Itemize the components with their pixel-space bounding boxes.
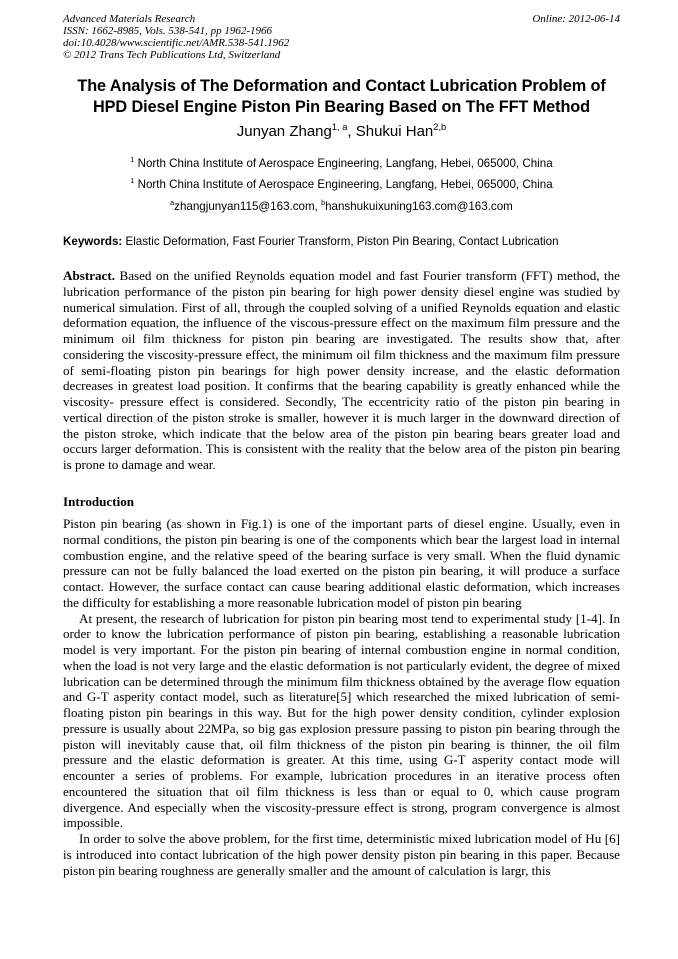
intro-paragraph-2: At present, the research of lubrication for piston pin bearing most tend to experimental study [1-4]. In order to know the lubrication performance of piston pin bearing, establishing a reasonable lubrication model is very important. For the piston pin bearing of internal combustion engine in normal condition, when the load is not very large and the elastic deformation is not particularly evident, the degree of mixed lubrication can be determined through the minimum film thickness obtained by the average flow equation and G-T asperity contact model, such as literature[5] which researched the mixed lubrication of semi-floating piston pin bearings in this way. But for the high power density condition, cylinder explosion pressure is usually about 22MPa, so big gas explosion pressure passing to piston pin bearing through the piston will inevitably cause that, oil film thickness of the piston pin bearing is thinner, the oil film pressure and the elastic deformation is greater. At this time, using G-T asperity contact mode will encounter a series of problems. For example, lubrication procedures in an iterative process often encountered the situation that oil film thickness is less than or equal to 0, which cause program divergence. And especially when the viscosity-pressure effect is strong, program convergence is almost impossible. [63,610,620,831]
author-2: Shukui Han [355,123,434,140]
title-line-2: HPD Diesel Engine Piston Pin Bearing Based on The FFT Method [93,98,590,116]
paper-title [63,76,620,118]
section-heading-introduction: Introduction [63,494,135,509]
copyright-line: © 2012 Trans Tech Publications Ltd, Switzerland [63,49,281,61]
affiliation-1-sup: 1 [130,155,135,165]
keywords-text: Elastic Deformation, Fast Fourier Transform, Piston Pin Bearing, Contact Lubrication [122,235,559,248]
abstract [63,268,620,473]
affiliation-2 [63,178,620,192]
doi-line[interactable]: doi:10.4028/www.scientific.net/AMR.538-541.1962 [63,37,290,49]
affiliation-2-text: North China Institute of Aerospace Engineering, Langfang, Hebei, 065000, China [134,178,553,191]
email-a-sup: a [170,198,175,208]
intro-paragraph-1: Piston pin bearing (as shown in Fig.1) is one of the important parts of diesel engine. Usually, even in normal conditions, the piston pin bearing is one of the components which bear the largest load in internal combustion engine, and the relative speed of the bearing surface is very small. When the fluid dynamic pressure can not be fully balanced the load exerted on the piston pin bearing, it will produce a surface contact. However, the surface contact can cause bearing additional elastic deformation, which increases the difficulty for establishing a more reasonable lubrication model of piston pin bearing [63,516,620,610]
affiliation-1 [63,157,620,171]
issn-line: ISSN: 1662-8985, Vols. 538-541, pp 1962-1966 [63,25,272,37]
journal-name: Advanced Materials Research [63,13,196,25]
journal-info [63,13,289,61]
affiliation-2-sup: 1 [130,176,135,186]
email-b[interactable]: hanshukuixuning163.com@163.com [325,200,513,213]
affiliation-1-text: North China Institute of Aerospace Engineering, Langfang, Hebei, 065000, China [134,157,553,170]
author-1: Junyan Zhang [236,123,332,140]
author-separator: , [347,123,356,140]
abstract-text: Based on the unified Reynolds equation model and fast Fourier transform (FFT) method, the lubrication performance of the piston pin bearing for high power density diesel engine was studied by numerical simulation. First of all, through the coupled solving of a unified Reynolds equation and elastic deformation equation, the influence of the viscous-pressure effect on the maximum film pressure and the minimum oil film thickness for piston pin bearing are investigated. The results show that, after considering the viscosity-pressure effect, the minimum oil film thickness and the maximum film pressure of semi-floating piston pin bearings for high power density increase, and the elastic deformation decreases in greatest load position. It confirms that the bearing capability is greatly enhanced while the viscosity- pressure effect is considered. Secondly, The eccentricity ratio of the piston pin bearing in vertical direction of the piston stroke is smaller, however it is much larger in the downward direction of the piston stroke, which indicate that the below area of the piston pin bearing bears greater load and occurs larger deformation. This is consistent with the reality that the below area of the piston pin bearing is prone to damage and wear. [63,268,620,472]
keywords [63,235,623,249]
email-a[interactable]: zhangjunyan115@163.com, [174,200,322,213]
author-emails [63,200,620,214]
introduction-body [63,516,620,878]
abstract-label: Abstract. [63,268,115,283]
title-line-1: The Analysis of The Deformation and Contact Lubrication Problem of [77,77,606,95]
intro-paragraph-3: In order to solve the above problem, for the first time, deterministic mixed lubrication model of Hu [6] is introduced into contact lubrication of the high power density piston pin bearing in this paper. Because piston pin bearing roughness are generally smaller and the amount of calculation is largr, this [63,831,620,878]
author-1-sup: 1, a [331,122,348,132]
online-date: Online: 2012-06-14 [532,13,620,25]
keywords-label: Keywords: [63,235,123,248]
author-list [63,123,620,141]
author-2-sup: 2,b [433,122,447,132]
email-b-sup: b [321,198,326,208]
